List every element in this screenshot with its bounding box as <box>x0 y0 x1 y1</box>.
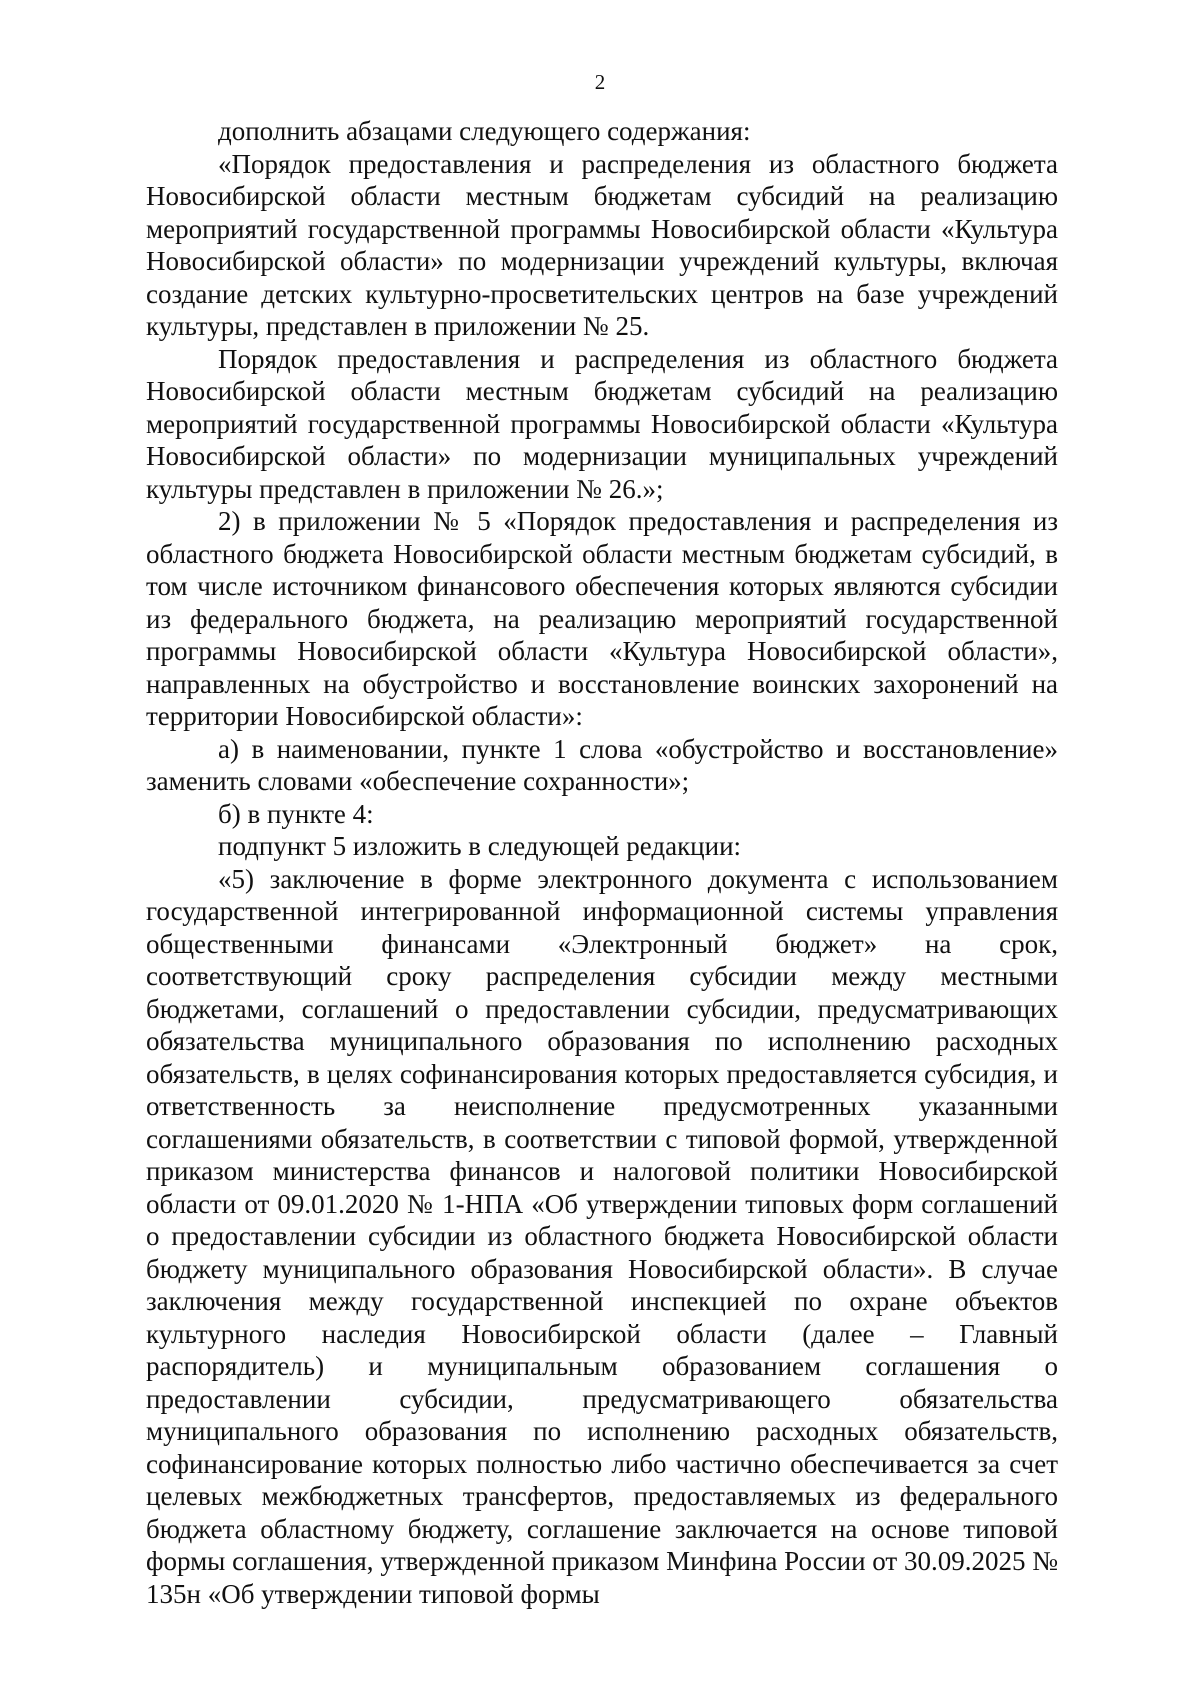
paragraph-appendix-25: «Порядок предоставления и распределения из областного бюджета Новосибирской области местным бюджетам субсидий на реализацию мероприятий государственной программы Новосибирской области «Культура Новосибирской области» по модернизации учреждений культуры, включая создание детских культурно-просветительских центров на базе учреждений культуры, представлен в приложении № 25. <box>146 148 1058 341</box>
paragraph-item-2: 2) в приложении № 5 «Порядок предоставления и распределения из областного бюджета Новосибирской области местным бюджетам субсидий, в том числе источником финансового обеспечения которых являются субсидии из федерального бюджета, на реализацию мероприятий государственной программы Новосибирской области «Культура Новосибирской области», направленных на обустройство и восстановление воинских захоронений на территории Новосибирской области»: <box>146 506 1058 731</box>
paragraph-intro: дополнить абзацами следующего содержания: <box>218 116 751 146</box>
paragraph-appendix-26: Порядок предоставления и распределения из областного бюджета Новосибирской области местным бюджетам субсидий на реализацию мероприятий государственной программы Новосибирской области «Культура Новосибирской области» по модернизации муниципальных учреждений культуры представлен в приложении № 26.»; <box>146 343 1058 504</box>
page-number: 2 <box>594 70 606 94</box>
paragraph-subpoint-5-intro: подпункт 5 изложить в следующей редакции: <box>218 831 742 861</box>
paragraph-subpoint-5-text: «5) заключение в форме электронного документа с использованием государственной интегрированной информационной системы управления общественными финансами «Электронный бюджет» на срок, соответствующий сроку распределения субсидии между местными бюджетами, соглашений о предоставлении субсидии, предусматривающих обязательства муниципального образования по исполнению расходных обязательств, в целях софинансирования которых предоставляется субсидия, и ответственность за неисполнение предусмотренных указанными соглашениями обязательств, в соответствии с типовой формой, утвержденной приказом министерства финансов и налоговой политики Новосибирской области от 09.01.2020 № 1-НПА «Об утверждении типовых форм соглашений о предоставлении субсидии из областного бюджета Новосибирской области бюджету муниципального образования Новосибирской области». В случае заключения между государственной инспекцией по охране объектов культурного наследия Новосибирской области (далее – Главный распорядитель) и муниципальным образованием соглашения о предоставлении субсидии, предусматривающего обязательства муниципального образования по исполнению расходных обязательств, софинансирование которых полностью либо частично обеспечивается за счет целевых межбюджетных трансфертов, предоставляемых из федерального бюджета областному бюджету, соглашение заключается на основе типовой формы соглашения, утвержденной приказом Минфина России от 30.09.2025 № 135н «Об утверждении типовой формы <box>146 863 1058 1609</box>
paragraph-subitem-b: б) в пункте 4: <box>218 798 374 829</box>
document-body <box>146 115 1058 1610</box>
paragraph-subitem-a: а) в наименовании, пункте 1 слова «обустройство и восстановление» заменить словами «обеспечение сохранности»; <box>146 733 1058 796</box>
